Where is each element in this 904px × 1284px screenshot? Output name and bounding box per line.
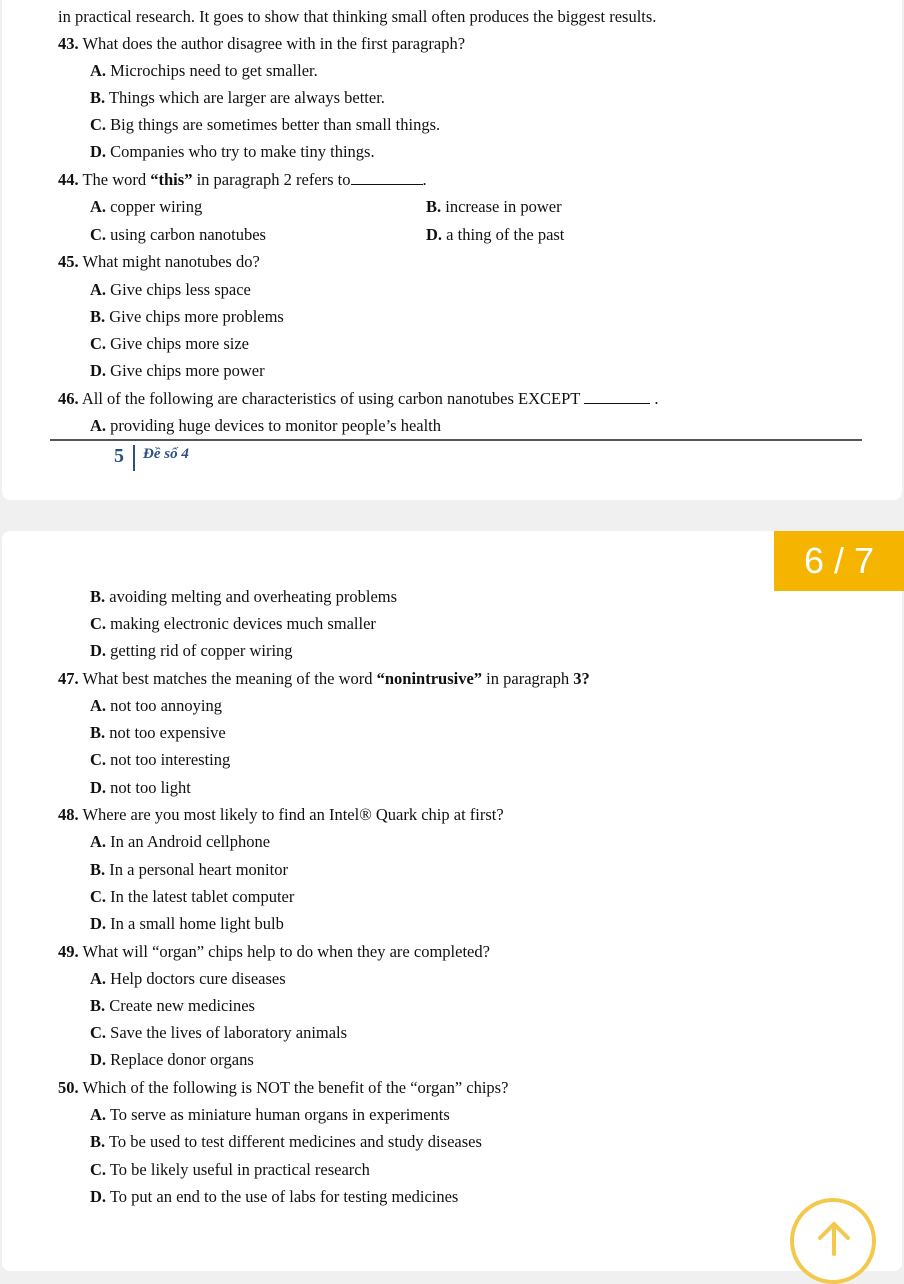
arrow-up-icon <box>814 1218 854 1258</box>
question-50: 50. Which of the following is NOT the benefit of the “organ” chips? <box>58 1078 509 1097</box>
answer-option: C. To be likely useful in practical research <box>90 1160 370 1179</box>
answer-option: C. using carbon nanotubes <box>90 225 266 244</box>
answer-option: C. not too interesting <box>90 750 231 769</box>
answer-option: D. getting rid of copper wiring <box>90 641 293 660</box>
paragraph-text: in practical research. It goes to show that thinking small often produces the biggest results. <box>58 7 657 26</box>
question-43: 43. What does the author disagree with in the first paragraph? <box>58 34 466 53</box>
answer-option: A. To serve as miniature human organs in experiments <box>90 1105 450 1124</box>
answer-option: A. Give chips less space <box>90 280 251 299</box>
answer-option: A. In an Android cellphone <box>90 832 271 851</box>
answer-option: D. Companies who try to make tiny things. <box>90 142 375 161</box>
answer-option: D. To put an end to the use of labs for testing medicines <box>90 1187 459 1206</box>
answer-option: D. In a small home light bulb <box>90 914 284 933</box>
answer-option: A. Help doctors cure diseases <box>90 969 286 988</box>
answer-blank <box>584 389 650 404</box>
page-number: 5 <box>114 445 124 467</box>
scroll-to-top-button[interactable] <box>790 1198 876 1284</box>
answer-option: B. Give chips more problems <box>90 307 284 326</box>
answer-option: D. not too light <box>90 778 191 797</box>
question-48: 48. Where are you most likely to find an Intel® Quark chip at first? <box>58 805 504 824</box>
answer-option: A. Microchips need to get smaller. <box>90 61 318 80</box>
answer-option: B. avoiding melting and overheating problems <box>90 587 398 606</box>
answer-option: B. not too expensive <box>90 723 226 742</box>
answer-option: D. a thing of the past <box>426 225 565 244</box>
question-49: 49. What will “organ” chips help to do when they are completed? <box>58 942 490 961</box>
answer-option: B. Things which are larger are always better. <box>90 88 385 107</box>
answer-option: B. Create new medicines <box>90 996 255 1015</box>
document-page-5 <box>2 0 902 500</box>
question-47: 47. What best matches the meaning of the word “nonintrusive” in paragraph 3? <box>58 669 590 688</box>
answer-option: C. making electronic devices much smaller <box>90 614 376 633</box>
answer-option: D. Give chips more power <box>90 361 265 380</box>
answer-option: B. In a personal heart monitor <box>90 860 288 879</box>
answer-option: A. copper wiring <box>90 197 203 216</box>
footer-separator <box>133 445 135 471</box>
answer-option: C. Big things are sometimes better than small things. <box>90 115 441 134</box>
question-45: 45. What might nanotubes do? <box>58 252 260 271</box>
question-44: 44. The word “this” in paragraph 2 refers to . <box>58 170 427 189</box>
answer-option: D. Replace donor organs <box>90 1050 254 1069</box>
question-46: 46. All of the following are characteristics of using carbon nanotubes EXCEPT . <box>58 389 659 408</box>
answer-option: A. not too annoying <box>90 696 222 715</box>
answer-option: C. In the latest tablet computer <box>90 887 295 906</box>
footer-label: Đề số 4 <box>143 446 189 462</box>
answer-option: B. To be used to test different medicines and study diseases <box>90 1132 482 1151</box>
answer-option: C. Give chips more size <box>90 334 250 353</box>
page-indicator: 6 / 7 <box>774 531 904 591</box>
footer-divider <box>50 439 862 441</box>
answer-option: C. Save the lives of laboratory animals <box>90 1023 348 1042</box>
answer-option: A. providing huge devices to monitor people’s health <box>90 416 442 435</box>
answer-option: B. increase in power <box>426 197 562 216</box>
document-page-6 <box>2 531 902 1271</box>
answer-blank <box>351 170 423 185</box>
